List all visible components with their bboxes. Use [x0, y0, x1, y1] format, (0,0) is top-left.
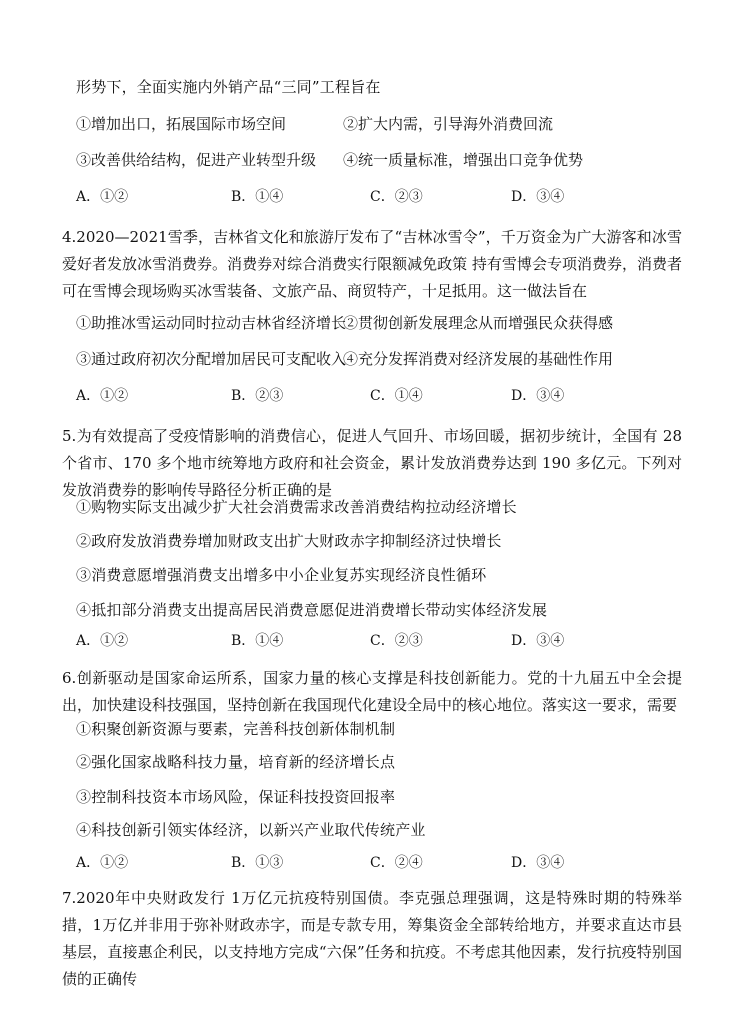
q3-choice-a: A．①②	[76, 189, 129, 205]
q4-option-3: ③通过政府初次分配增加居民可支配收入	[76, 350, 347, 368]
q5-choice-d: D．③④	[511, 633, 565, 649]
q4-option-2: ②贯彻创新发展理念从而增强民众获得感	[343, 314, 614, 332]
q3-stem-tail: 形势下，全面实施内外销产品“三同”工程旨在	[76, 78, 381, 96]
q6-choice-d: D．③④	[511, 855, 565, 871]
q3-option-1: ①增加出口，拓展国际市场空间	[76, 115, 287, 133]
q6-option-3: ③控制科技资本市场风险，保证科技投资回报率	[76, 788, 396, 806]
q3-option-3: ③改善供给结构，促进产业转型升级	[76, 151, 317, 169]
q3-choice-d: D．③④	[511, 189, 565, 205]
q6-choice-c: C．②④	[370, 855, 423, 871]
q6-option-2: ②强化国家战略科技力量，培育新的经济增长点	[76, 753, 396, 771]
q4-choice-a: A．①②	[76, 388, 129, 404]
q5-choice-c: C．②③	[370, 633, 423, 649]
q3-choice-b: B．①④	[231, 189, 284, 205]
q3-option-4: ④统一质量标准，增强出口竞争优势	[343, 151, 584, 169]
q4-option-4: ④充分发挥消费对经济发展的基础性作用	[343, 350, 614, 368]
q5-option-4: ④抵扣部分消费支出提高居民消费意愿促进消费增长带动实体经济发展	[76, 601, 548, 619]
q5-option-2: ②政府发放消费券增加财政支出扩大财政赤字抑制经济过快增长	[76, 532, 502, 550]
q6-stem: 6.创新驱动是国家命运所系，国家力量的核心支撑是科技创新能力。党的十九届五中全会提出，加快建设科技强国，坚持创新在我国现代化建设全局中的核心地位。落实这一要求，需要	[62, 669, 682, 714]
q4-choice-c: C．①④	[370, 388, 423, 404]
q5-choice-b: B．①④	[231, 633, 284, 649]
q4-choice-b: B．②③	[231, 388, 284, 404]
q3-choice-c: C．②③	[370, 189, 423, 205]
q6-option-1: ①积聚创新资源与要素，完善科技创新体制机制	[76, 720, 396, 738]
q4-option-1: ①助推冰雪运动同时拉动吉林省经济增长	[76, 314, 347, 332]
q5-option-1: ①购物实际支出减少扩大社会消费需求改善消费结构拉动经济增长	[76, 498, 517, 516]
q5-stem: 5.为有效提高了受疫情影响的消费信心，促进人气回升、市场回暖，据初步统计，全国有 28 个省市、170 多个地市统筹地方政府和社会资金，累计发放消费券达到 190 多亿元。下列对发放消费券的影响传导路径分析正确的是	[62, 427, 682, 499]
q6-choice-a: A．①②	[76, 855, 129, 871]
q5-option-3: ③消费意愿增强消费支出增多中小企业复苏实现经济良性循环	[76, 566, 487, 584]
q5-choice-a: A．①②	[76, 633, 129, 649]
q4-choice-d: D．③④	[511, 388, 565, 404]
q7-stem: 7.2020年中央财政发行 1万亿元抗疫特别国债。李克强总理强调，这是特殊时期的特殊举措，1万亿并非用于弥补财政赤字，而是专款专用，筹集资金全部转给地方，并要求直达市县基层，直接惠企利民，以支持地方完成“六保”任务和抗疫。不考虑其他因素，发行抗疫特别国债的正确传	[62, 889, 682, 988]
q6-choice-b: B．①③	[231, 855, 284, 871]
q3-option-2: ②扩大内需，引导海外消费回流	[343, 115, 554, 133]
q4-stem: 4.2020—2021雪季，吉林省文化和旅游厅发布了“吉林冰雪令”，千万资金为广大游客和冰雪爱好者发放冰雪消费券。消费券对综合消费实行限额减免政策 持有雪博会专项消费券，消费者可在雪博会现场购买冰雪装备、文旅产品、商贸特产，十足抵用。这一做法旨在	[62, 228, 682, 300]
q6-option-4: ④科技创新引领实体经济，以新兴产业取代传统产业	[76, 821, 426, 839]
